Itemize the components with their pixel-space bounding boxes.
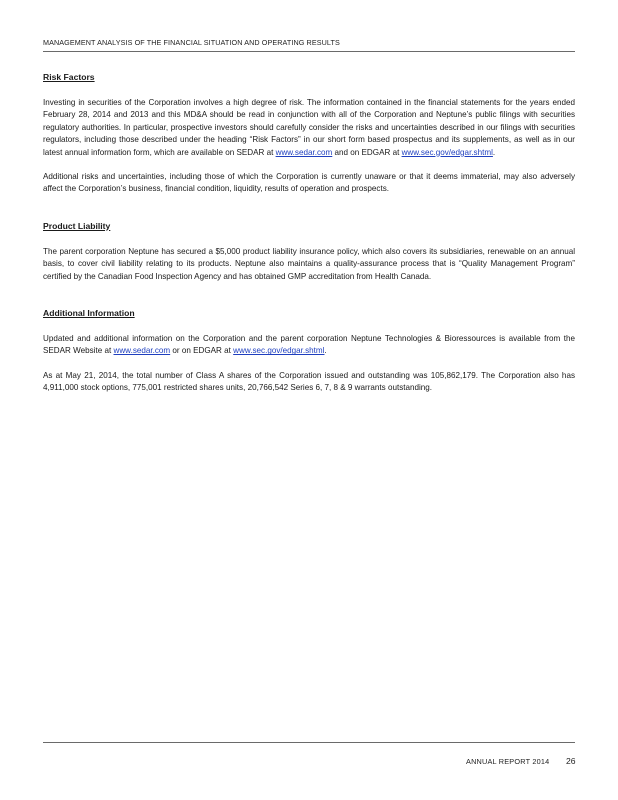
risk-factors-text: Investing in securities of the Corporation involves a high degree of risk. The information contained in the financial statements for the years ended February 28, 2014 and 2013 and this MD&A should be read in conjunction with all of the Corporation and Neptune’s public filings with securities regulatory authorities. In particular, prospective investors should carefully consider the risks and uncertainties described in our filings with securities regulators, including those described under the heading “Risk Factors” in our short form based prospectus and its supplements, as well as in our latest annual information form, which are available on SEDAR at: [43, 98, 575, 157]
risk-factors-heading: Risk Factors: [43, 72, 95, 82]
edgar-link[interactable]: www.sec.gov/edgar.shtml: [401, 147, 493, 157]
page-content: [43, 72, 575, 395]
risk-factors-paragraph-1: [43, 97, 575, 159]
page-header-title: MANAGEMENT ANALYSIS OF THE FINANCIAL SITUATION AND OPERATING RESULTS: [43, 38, 340, 47]
additional-information-heading: Additional Information: [43, 308, 135, 319]
additional-info-text-end: .: [324, 346, 327, 356]
edgar-link[interactable]: www.sec.gov/edgar.shtml: [233, 346, 325, 356]
product-liability-paragraph: The parent corporation Neptune has secured a $5,000 product liability insurance policy, which also covers its subsidiaries, renewable on an annual basis, to cover civil liability relating to its products. Neptune also maintains a quality-assurance process that is “Quality Management Program” certified by the Canadian Food Inspection Agency and has obtained GMP accreditation from Health Canada.: [43, 246, 575, 281]
risk-factors-section: [43, 72, 575, 196]
footer-divider: [43, 742, 575, 743]
additional-information-section: [43, 308, 575, 395]
sedar-link[interactable]: www.sedar.com: [275, 147, 333, 157]
footer-report-label: ANNUAL REPORT 2014: [466, 757, 550, 766]
header-divider: [43, 51, 575, 52]
risk-factors-text-mid: and on EDGAR at: [332, 147, 402, 157]
page-number: 26: [566, 756, 576, 766]
product-liability-heading: Product Liability: [43, 220, 111, 231]
additional-info-text-mid: or on EDGAR at: [170, 346, 234, 356]
risk-factors-text-end: .: [492, 147, 496, 157]
additional-information-paragraph-1: [43, 333, 575, 358]
risk-factors-paragraph-2: Additional risks and uncertainties, including those of which the Corporation is currently unaware or that it deems immaterial, may also adversely affect the Corporation’s business, financial condition, liquidity, results of operation and prospects.: [43, 172, 575, 194]
additional-information-paragraph-2: As at May 21, 2014, the total number of Class A shares of the Corporation issued and outstanding was 105,862,179. The Corporation also has 4,911,000 stock options, 775,001 restricted shares units, 20,766,542 Series 6, 7, 8 & 9 warrants outstanding.: [43, 370, 575, 393]
product-liability-section: [43, 221, 575, 283]
sedar-link[interactable]: www.sedar.com: [113, 346, 171, 356]
additional-info-text: Updated and additional information on the Corporation and the parent corporation Neptune Technologies & Bioressources is available from the SEDAR Website at: [43, 334, 575, 356]
